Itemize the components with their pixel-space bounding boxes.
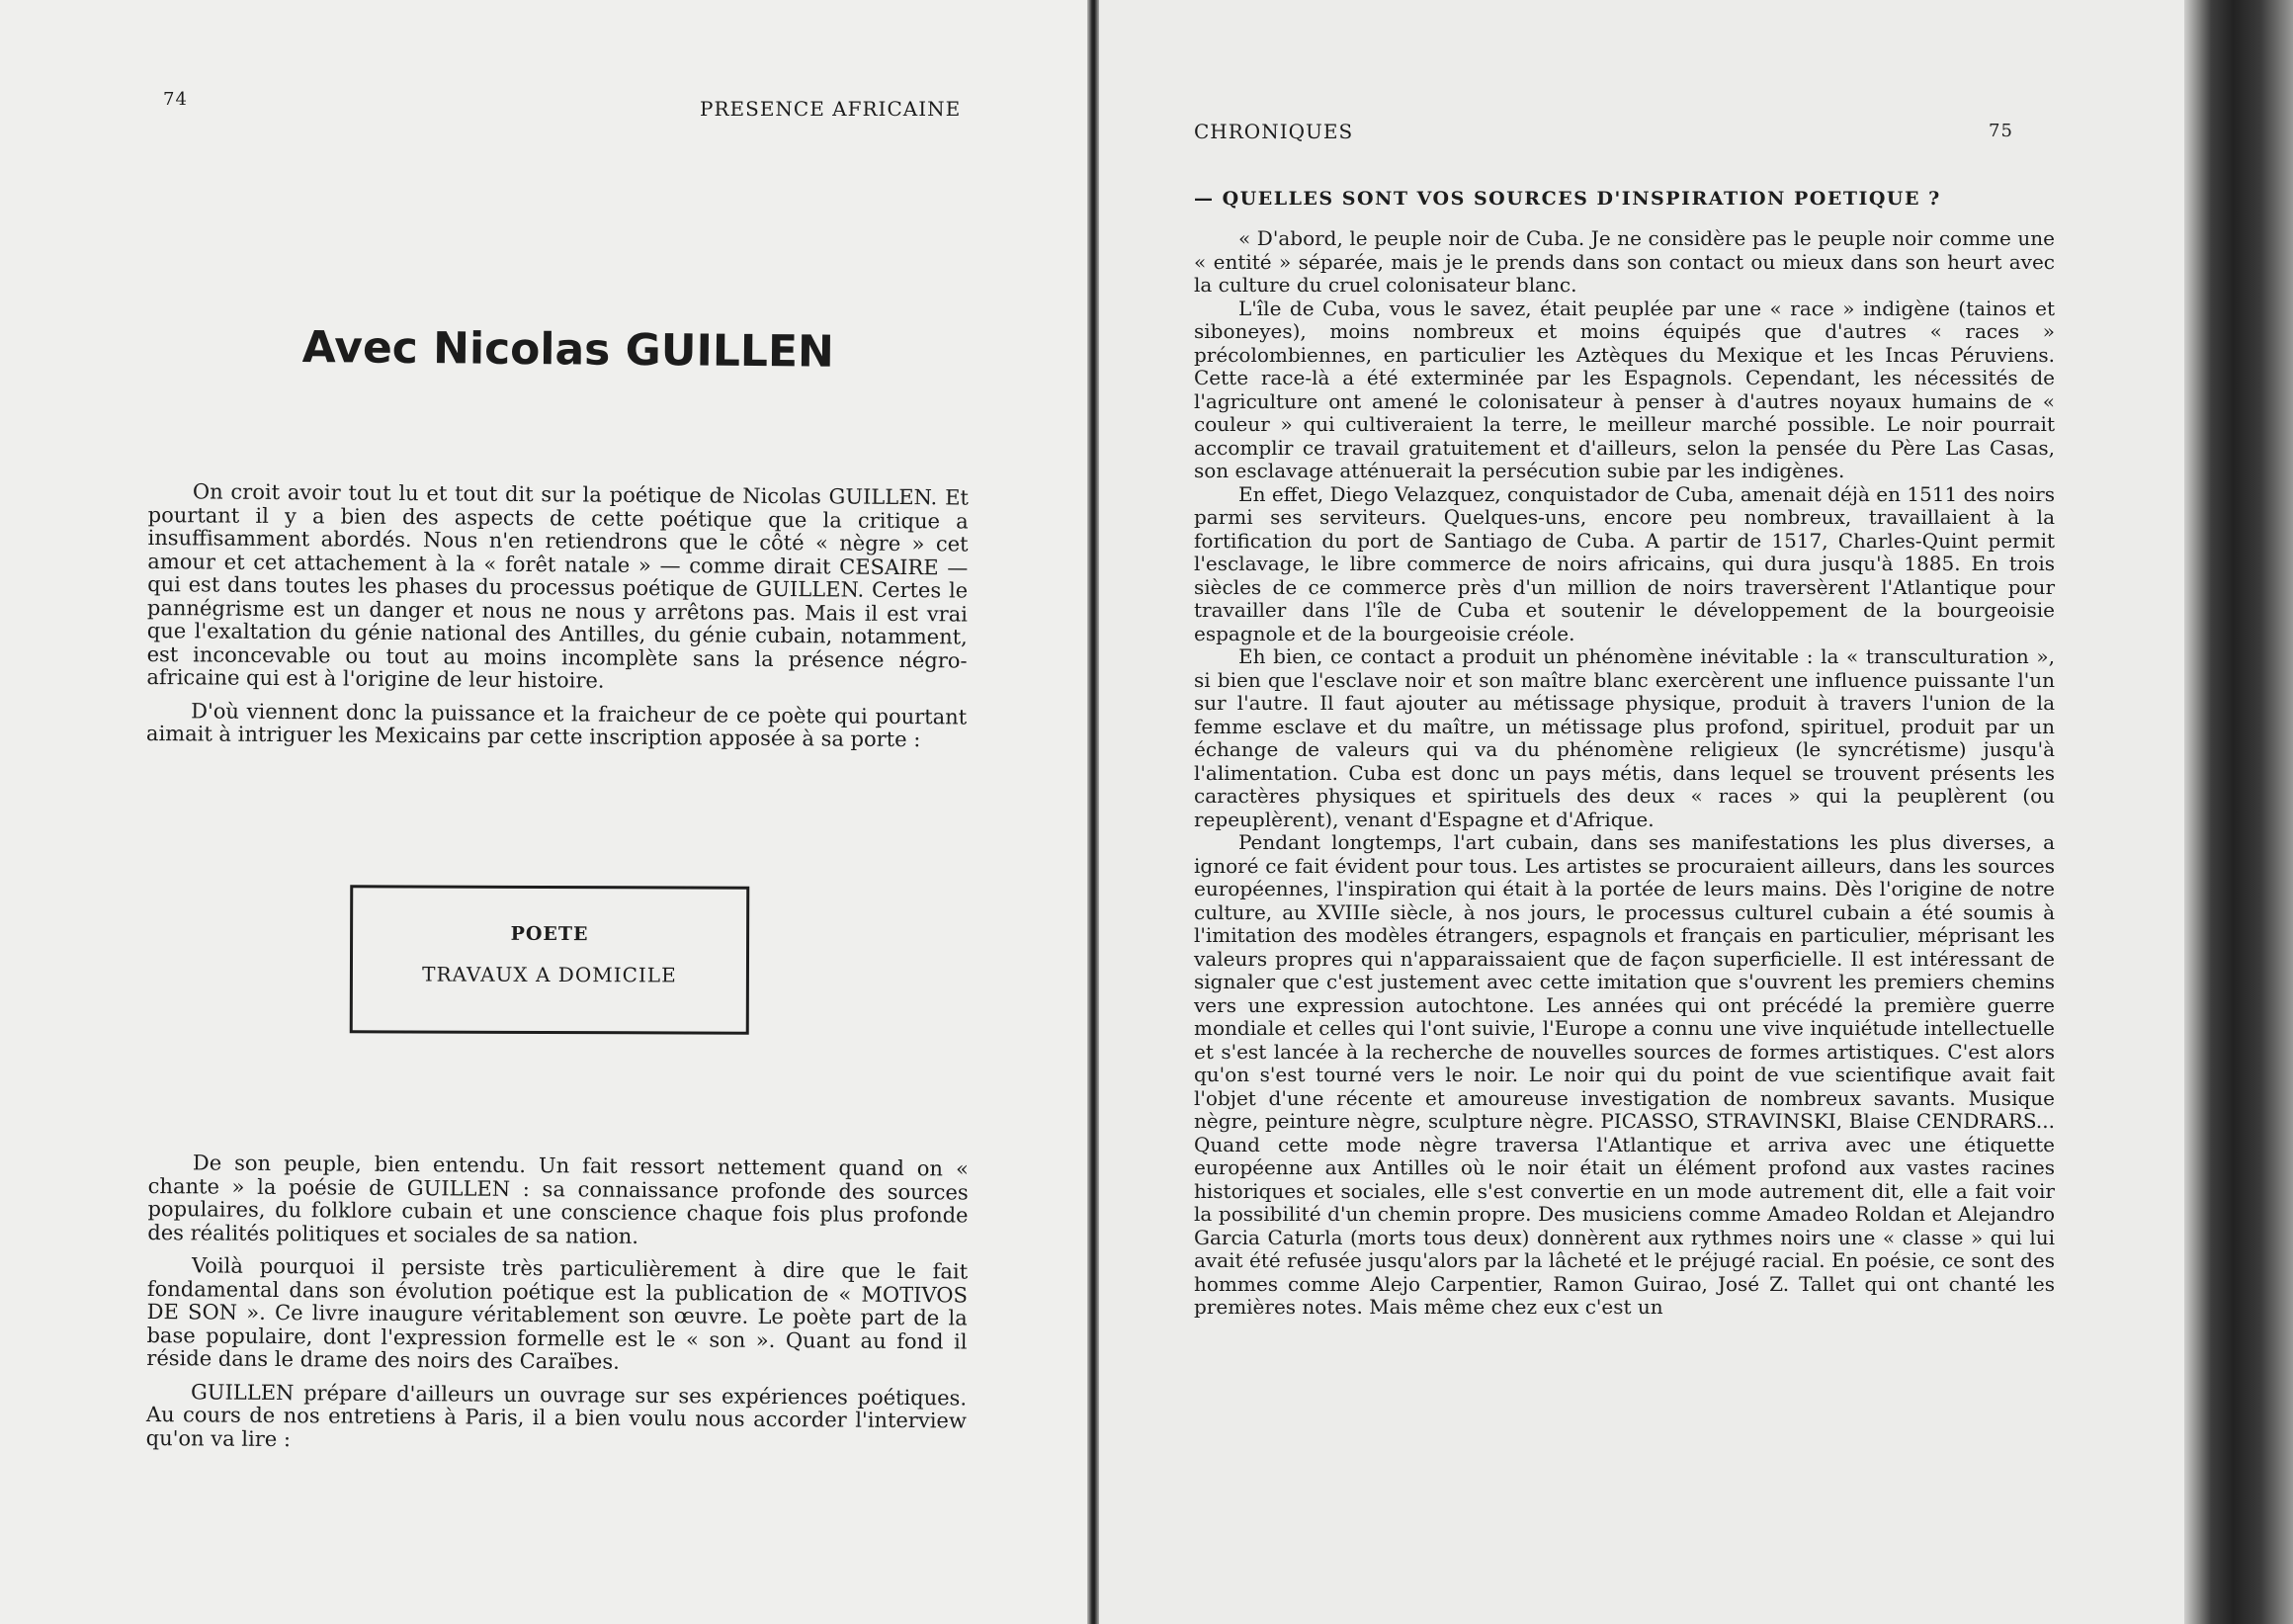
paragraph: Eh bien, ce contact a produit un phénomène inévitable : la « transculturation », si bien que l'esclave noir et son maître blanc exercèrent une influence puissante l'un sur l'autre. Il faut ajouter au métissage physique, produit à travers l'union de la femme esclave et du maître, un métissage plus profond, spirituel, produit par un échange de valeurs qui va du phénomène religieux (le syncrétisme) jusqu'à l'alimentation. Cuba est donc un pays métis, dans lequel se trouvent présents les caractères physiques et spirituels des deux « races » qui la peuplèrent (ou repeuplèrent), venant d'Espagne et d'Afrique. [1194,644,2055,831]
page-number-right: 75 [1989,121,2013,141]
intro-text [146,480,969,752]
interview-question: — QUELLES SONT VOS SOURCES D'INSPIRATION POETIQUE ? [1194,188,1941,210]
paragraph: L'île de Cuba, vous le savez, était peuplée par une « race » indigène (tainos et siboneyes), moins nombreux et moins équipés que d'autres « races » précolombiennes, en particulier les Aztèques du Mexique et les Incas Péruviens. Cette race-là a été exterminée par les Espagnols. Cependant, les nécessités de l'agriculture ont amené le colonisateur à penser à d'autres noyaux humains de « couleur » qui cultiveraient la terre, le meilleur marché possible. Le noir pourrait accomplir ce travail gratuitement et d'ailleurs, selon la pensée du Père Las Casas, son esclavage atténuerait la persécution subie par les indigènes. [1194,296,2055,482]
paragraph: Voilà pourquoi il persiste très particulièrement à dire que le fait fondamental dans son évolution poétique est la publication de « MOTIVOS DE SON ». Ce livre inaugure véritablement son œuvre. Le poète part de la base populaire, dont l'expression formelle est le « son ». Quant au fond il réside dans le drame des noirs des Caraïbes. [146,1253,969,1374]
running-head-left: PRESENCE AFRICAINE [700,97,962,121]
paragraph: D'où viennent donc la puissance et la fraicheur de ce poète qui pourtant aimait à intriguer les Mexicains par cette inscription apposée à sa porte : [145,698,968,752]
body-text-left [146,1152,969,1457]
paragraph: GUILLEN prépare d'ailleurs un ouvrage sur ses expériences poétiques. Au cours de nos entretiens à Paris, il a bien voulu nous accorder l'interview qu'on va lire : [145,1379,968,1451]
right-page [1099,0,2184,1624]
paragraph: « D'abord, le peuple noir de Cuba. Je ne considère pas le peuple noir comme une « entité » séparée, mais je le prends dans son contact ou mieux dans son heurt avec la culture du cruel colonisateur blanc. [1194,226,2055,297]
left-page [0,0,1087,1624]
article-title: Avec Nicolas GUILLEN [301,322,835,378]
paragraph: En effet, Diego Velazquez, conquistador de Cuba, amenait déjà en 1511 des noirs parmi ses serviteurs. Quelques-uns, encore peu nombreux, travaillaient à la fortification du port de Santiago de Cuba. A partir de 1517, Charles-Quint permit l'esclavage, le libre commerce de noirs africains, qui dura jusqu'à 1885. En trois siècles de ce commerce près d'un million de noirs traversèrent l'Atlantique pour travailler dans l'île de Cuba et soutenir le développement de la bourgeoisie espagnole et de la bourgeoisie créole. [1194,481,2055,645]
paragraph: Pendant longtemps, l'art cubain, dans ses manifestations les plus diverses, a ignoré ce fait évident pour tous. Les artistes se procuraient ailleurs, dans les sources européennes, l'inspiration qui était à la portée de leurs mains. Dès l'origine de notre culture, au XVIIIe siècle, à nos jours, le processus culturel cubain a été soumis à l'imitation des modèles étrangers, espagnols et français en particulier, méprisant les valeurs propres qui n'apparaissaient que de façon superficielle. Il est intéressant de signaler que c'est justement avec cette imitation que s'ouvrent les premiers chemins vers une expression autochtone. Les années qui ont précédé la première guerre mondiale et celles qui l'ont suivie, l'Europe a connu une vive inquiétude intellectuelle et s'est lancée à la recherche de nouvelles sources de formes artistiques. C'est alors qu'on s'est tourné vers le noir. Le noir qui du point de vue scientifique avait fait l'objet d'une récente et amoureuse investigation de nombreux savants. Musique nègre, peinture nègre, sculpture nègre. PICASSO, STRAVINSKI, Blaise CENDRARS... Quand cette mode nègre traversa l'Atlantique et arriva avec une étiquette européenne aux Antilles où le noir était un élément profond aux vastes racines historiques et sociales, elle s'est convertie en un mode autrement dit, elle a fait voir la possibilité d'un chemin propre. Des musiciens comme Amadeo Roldan et Alejandro Garcia Caturla (morts tous deux) donnèrent aux rythmes noirs une « classe » qui lui avait été refusée jusqu'alors par la lâcheté et le préjugé racial. En poésie, ce sont des hommes comme Alejo Carpentier, Ramon Guirao, José Z. Tallet qui ont chanté les premières notes. Mais même chez eux c'est un [1194,830,2055,1319]
running-head-right: CHRONIQUES [1194,120,1354,143]
door-sign-box [350,885,750,1034]
paragraph: On croit avoir tout lu et tout dit sur la poétique de Nicolas GUILLEN. Et pourtant il y a bien des aspects de cette poétique que la critique a insuffisamment abordés. Nous n'en retiendrons que le côté « nègre » cet amour et cet attachement à la « forêt natale » — comme dirait CESAIRE — qui est dans toutes les phases du processus poétique de GUILLEN. Certes le pannégrisme est un danger et nous ne nous y arrêtons pas. Mais il est vrai que l'exaltation du génie national des Antilles, du génie cubain, notamment, est inconcevable ou tout au moins incomplète sans la présence négro-africaine qui est à l'origine de leur histoire. [146,479,969,693]
scan-edge-shadow [2184,0,2293,1624]
paragraph: De son peuple, bien entendu. Un fait ressort nettement quand on « chante » la poésie de GUILLEN : sa connaissance profonde des sources populaires, du folklore cubain et une conscience chaque fois plus profonde des réalités politiques et sociales de sa nation. [147,1151,969,1248]
door-sign-title: POETE [510,922,589,946]
page-number-left: 74 [163,89,188,110]
body-text-right [1194,227,2055,1320]
book-gutter [1087,0,1099,1624]
door-sign-subtitle: TRAVAUX A DOMICILE [422,962,677,987]
